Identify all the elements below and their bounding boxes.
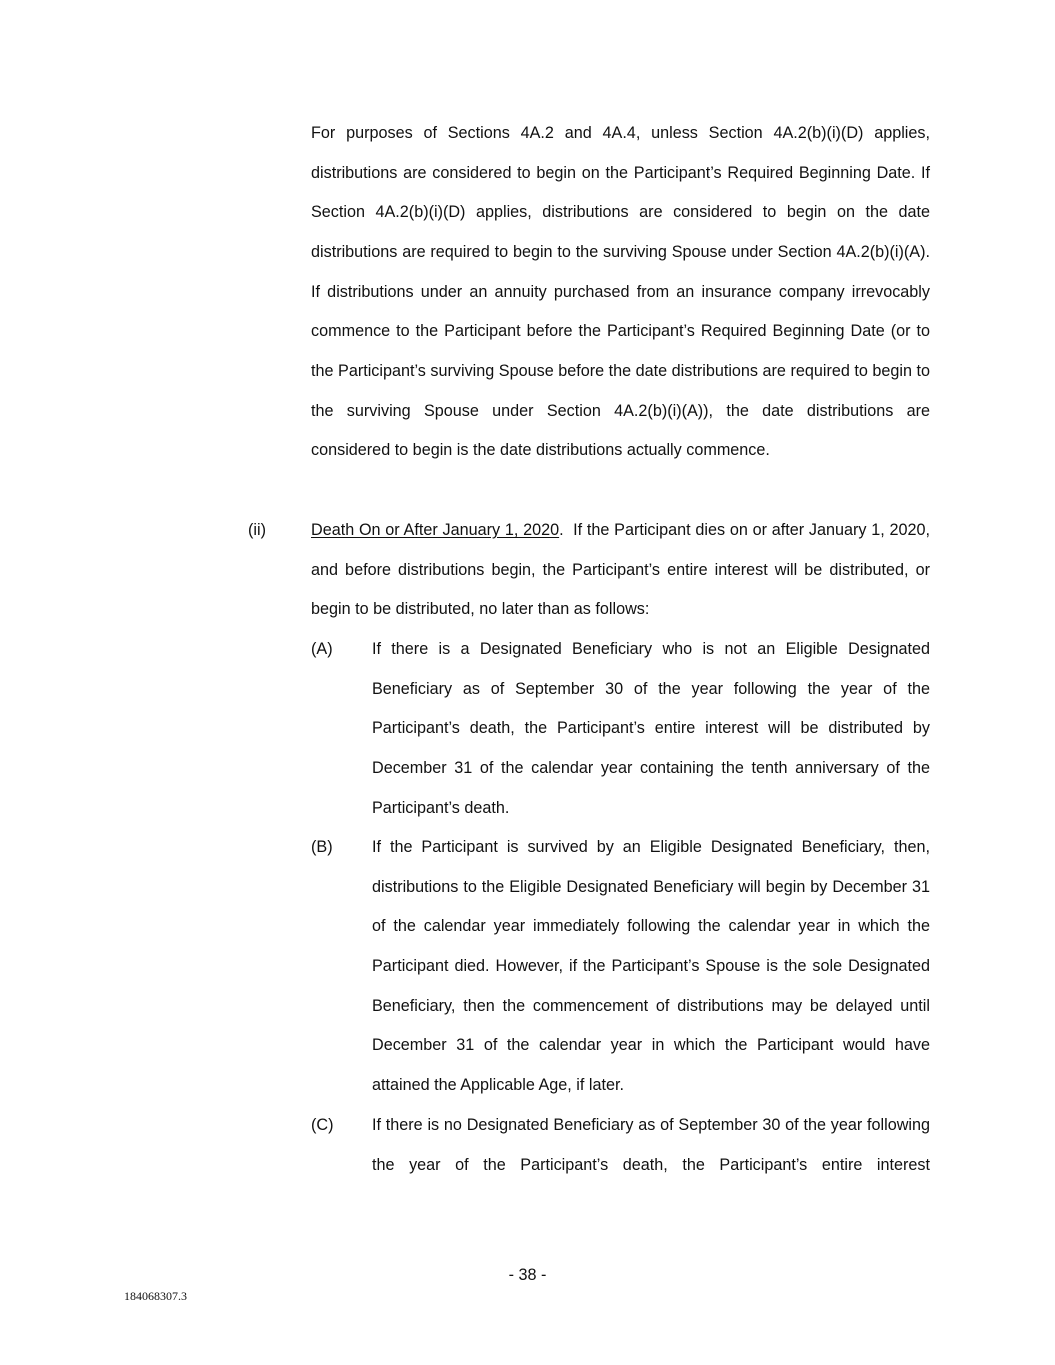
section-ii-paragraph xyxy=(311,511,935,630)
section-ii-text: If the Participant dies on or after January 1, 2020, and before distributions begin, the Participant’s entire interest will be distributed, or begin to be distributed, no later than as follows: xyxy=(311,521,935,619)
section-ii-marker: (ii) xyxy=(248,521,266,539)
item-b-paragraph: If the Participant is survived by an Eligible Designated Beneficiary, then, distributions to the Eligible Designated Beneficiary will begin by December 31 of the calendar year immediately following the calendar year in which the Participant died. However, if the Participant’s Spouse is the sole Designated Beneficiary, then the commencement of distributions may be delayed until December 31 of the calendar year in which the Participant would have attained the Applicable Age, if later. xyxy=(372,838,930,1094)
page-number: - 38 - xyxy=(508,1266,547,1284)
item-b-marker: (B) xyxy=(311,838,333,856)
section-ii-heading-punct: . xyxy=(559,521,564,539)
item-c-marker: (C) xyxy=(311,1116,334,1134)
item-c-paragraph: If there is no Designated Beneficiary as of September 30 of the year following the year of the Participant’s death, the Participant’s entire interest xyxy=(372,1116,930,1174)
item-a-paragraph: If there is a Designated Beneficiary who is not an Eligible Designated Beneficiary as of September 30 of the year following the year of the Participant’s death, the Participant’s entire interest will be distributed by December 31 of the calendar year containing the tenth anniversary of the Participant’s death. xyxy=(372,640,930,817)
section-ii-heading: Death On or After January 1, 2020 xyxy=(311,521,560,539)
document-id: 184068307.3 xyxy=(124,1289,187,1303)
intro-paragraph: For purposes of Sections 4A.2 and 4A.4, unless Section 4A.2(b)(i)(D) applies, distributions are considered to begin on the Participant’s Required Beginning Date. If Section 4A.2(b)(i)(D) applies, distributions are considered to begin on the date distributions are required to begin to the surviving Spouse under Section 4A.2(b)(i)(A). If distributions under an annuity purchased from an insurance company irrevocably commence to the Participant before the Participant’s Required Beginning Date (or to the Participant’s surviving Spouse before the date distributions are required to begin to the surviving Spouse under Section 4A.2(b)(i)(A)), the date distributions are considered to begin is the date distributions actually commence. xyxy=(311,124,930,460)
item-a-marker: (A) xyxy=(311,640,333,658)
